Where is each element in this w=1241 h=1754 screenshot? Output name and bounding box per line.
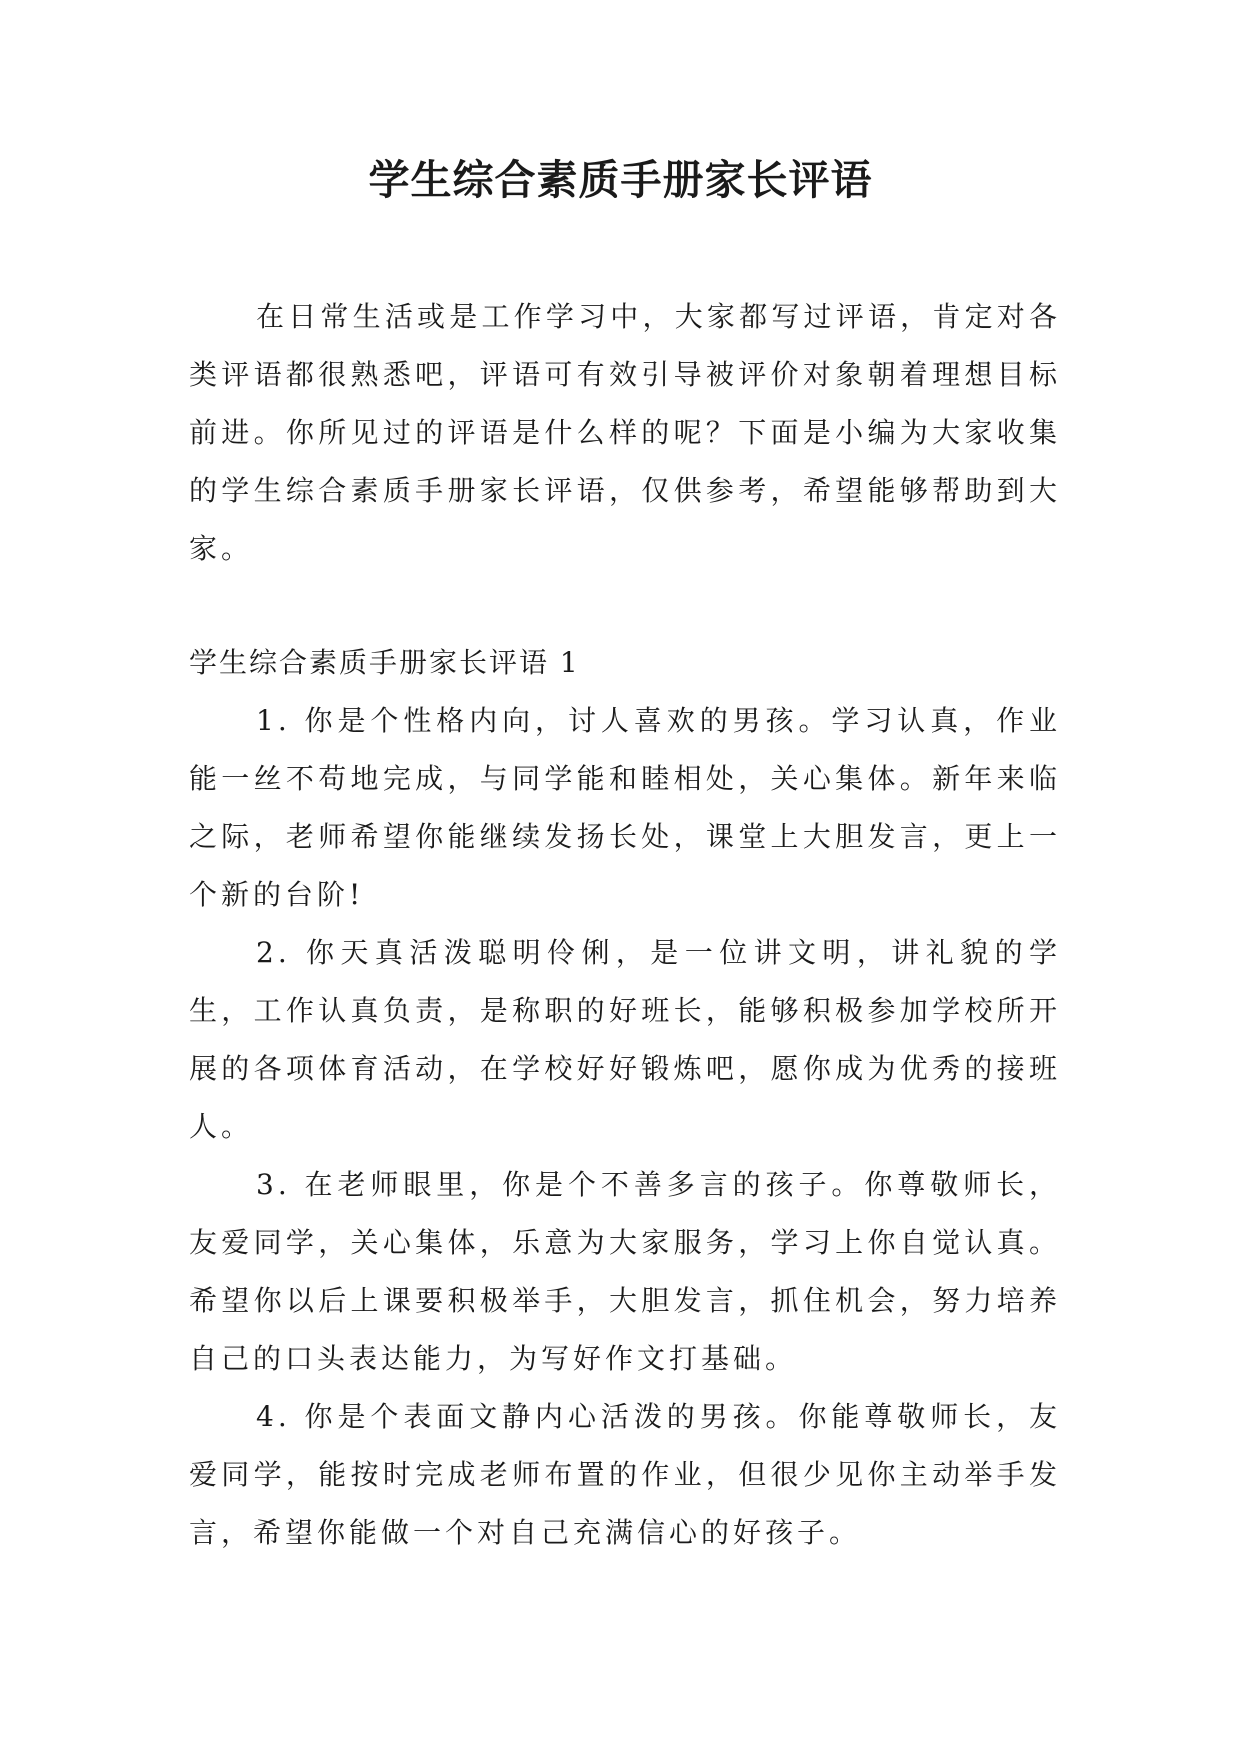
document-title: 学生综合素质手册家长评语 [368,156,873,204]
comment-item-3: 3. 在老师眼里，你是个不善多言的孩子。你尊敬师长，友爱同学，关心集体，乐意为大家服务，学习上你自觉认真。希望你以后上课要积极举手，大胆发言，抓住机会，努力培养自己的口头表达能力，为写好作文打基础。 [189,1168,1061,1375]
comment-item-1: 1. 你是个性格内向，讨人喜欢的男孩。学习认真，作业能一丝不苟地完成，与同学能和睦相处，关心集体。新年来临之际，老师希望你能继续发扬长处，课堂上大胆发言，更上一个新的台阶! [189,704,1061,911]
intro-paragraph: 在日常生活或是工作学习中，大家都写过评语，肯定对各类评语都很熟悉吧，评语可有效引导被评价对象朝着理想目标前进。你所见过的评语是什么样的呢？下面是小编为大家收集的学生综合素质手册家长评语，仅供参考，希望能够帮助到大家。 [189,300,1061,565]
comment-item-2: 2. 你天真活泼聪明伶俐，是一位讲文明，讲礼貌的学生，工作认真负责，是称职的好班长，能够积极参加学校所开展的各项体育活动，在学校好好锻炼吧，愿你成为优秀的接班人。 [189,936,1061,1143]
section-heading: 学生综合素质手册家长评语 1 [189,646,580,679]
comment-list [189,692,1061,1562]
comment-item-4: 4. 你是个表面文静内心活泼的男孩。你能尊敬师长，友爱同学，能按时完成老师布置的作业，但很少见你主动举手发言，希望你能做一个对自己充满信心的好孩子。 [189,1400,1061,1549]
